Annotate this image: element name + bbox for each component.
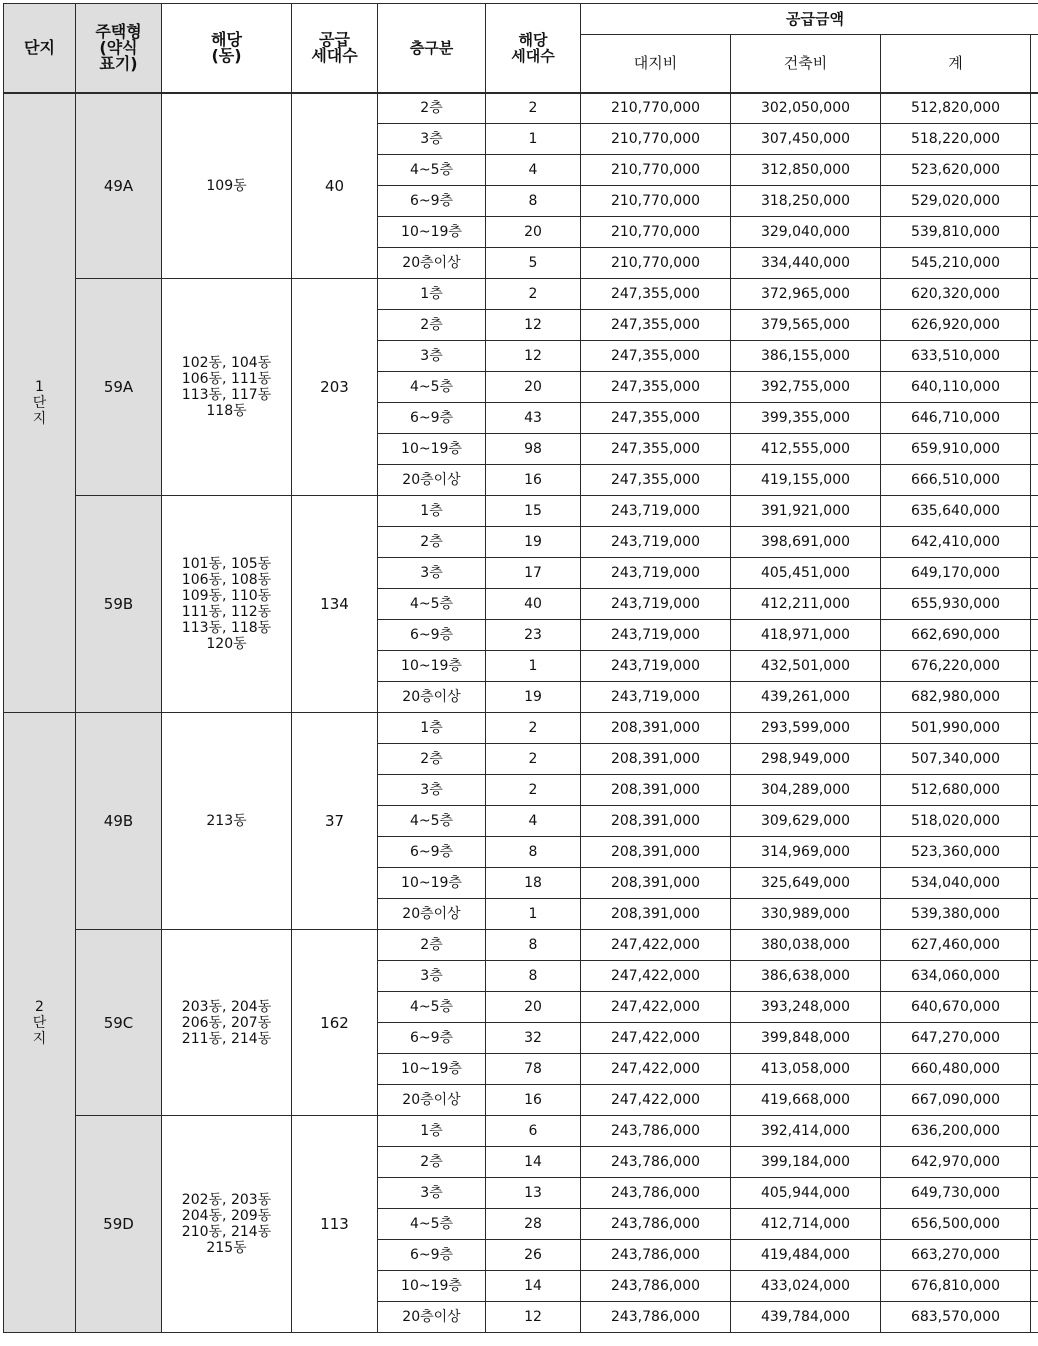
floor-range: 1층 (378, 713, 486, 744)
construction-price: 380,038,000 (731, 930, 881, 961)
total-price: 655,930,000 (881, 589, 1031, 620)
table-row (4, 1116, 1038, 1147)
construction-price: 439,261,000 (731, 682, 881, 713)
extra-cell (1031, 93, 1038, 124)
land-price: 208,391,000 (581, 806, 731, 837)
floor-range: 4~5층 (378, 589, 486, 620)
land-price: 247,355,000 (581, 403, 731, 434)
total-price: 633,510,000 (881, 341, 1031, 372)
total-price: 640,670,000 (881, 992, 1031, 1023)
land-price: 247,355,000 (581, 465, 731, 496)
construction-price: 334,440,000 (731, 248, 881, 279)
extra-cell (1031, 341, 1038, 372)
land-price: 247,355,000 (581, 341, 731, 372)
unit-count: 16 (486, 465, 581, 496)
construction-price: 432,501,000 (731, 651, 881, 682)
floor-range: 1층 (378, 1116, 486, 1147)
table-row (4, 279, 1038, 310)
unit-count: 1 (486, 899, 581, 930)
supply-count: 37 (292, 713, 378, 930)
unit-count: 78 (486, 1054, 581, 1085)
land-price: 243,786,000 (581, 1147, 731, 1178)
total-price: 627,460,000 (881, 930, 1031, 961)
total-price: 663,270,000 (881, 1240, 1031, 1271)
floor-range: 2층 (378, 1147, 486, 1178)
land-price: 210,770,000 (581, 93, 731, 124)
floor-range: 20층이상 (378, 465, 486, 496)
extra-cell (1031, 620, 1038, 651)
floor-range: 10~19층 (378, 1054, 486, 1085)
construction-price: 309,629,000 (731, 806, 881, 837)
unit-count: 18 (486, 868, 581, 899)
extra-cell (1031, 217, 1038, 248)
construction-price: 412,555,000 (731, 434, 881, 465)
land-price: 243,719,000 (581, 651, 731, 682)
land-price: 208,391,000 (581, 899, 731, 930)
total-price: 635,640,000 (881, 496, 1031, 527)
land-price: 243,719,000 (581, 589, 731, 620)
floor-range: 3층 (378, 124, 486, 155)
extra-cell (1031, 682, 1038, 713)
total-price: 620,320,000 (881, 279, 1031, 310)
floor-range: 2층 (378, 310, 486, 341)
floor-range: 10~19층 (378, 868, 486, 899)
floor-range: 4~5층 (378, 372, 486, 403)
land-price: 243,786,000 (581, 1209, 731, 1240)
header-extra (1031, 35, 1038, 93)
floor-range: 4~5층 (378, 806, 486, 837)
land-price: 243,786,000 (581, 1178, 731, 1209)
floor-range: 1층 (378, 279, 486, 310)
extra-cell (1031, 1085, 1038, 1116)
extra-cell (1031, 1147, 1038, 1178)
floor-range: 10~19층 (378, 217, 486, 248)
construction-price: 399,355,000 (731, 403, 881, 434)
header-construction: 건축비 (731, 35, 881, 93)
floor-range: 3층 (378, 961, 486, 992)
unit-count: 15 (486, 496, 581, 527)
total-price: 534,040,000 (881, 868, 1031, 899)
land-price: 243,719,000 (581, 527, 731, 558)
total-price: 683,570,000 (881, 1302, 1031, 1333)
floor-range: 6~9층 (378, 403, 486, 434)
extra-cell (1031, 1023, 1038, 1054)
unit-count: 23 (486, 620, 581, 651)
unit-count: 8 (486, 837, 581, 868)
total-price: 676,220,000 (881, 651, 1031, 682)
land-price: 247,422,000 (581, 1054, 731, 1085)
floor-range: 2층 (378, 930, 486, 961)
floor-range: 4~5층 (378, 992, 486, 1023)
total-price: 676,810,000 (881, 1271, 1031, 1302)
unit-count: 40 (486, 589, 581, 620)
house-type: 59C (76, 930, 162, 1116)
land-price: 243,719,000 (581, 558, 731, 589)
land-price: 208,391,000 (581, 744, 731, 775)
total-price: 646,710,000 (881, 403, 1031, 434)
extra-cell (1031, 558, 1038, 589)
construction-price: 379,565,000 (731, 310, 881, 341)
construction-price: 325,649,000 (731, 868, 881, 899)
unit-count: 14 (486, 1271, 581, 1302)
supply-count: 162 (292, 930, 378, 1116)
unit-count: 2 (486, 279, 581, 310)
construction-price: 405,451,000 (731, 558, 881, 589)
total-price: 656,500,000 (881, 1209, 1031, 1240)
total-price: 649,730,000 (881, 1178, 1031, 1209)
construction-price: 392,755,000 (731, 372, 881, 403)
supply-count: 40 (292, 93, 378, 279)
unit-count: 2 (486, 93, 581, 124)
total-price: 634,060,000 (881, 961, 1031, 992)
land-price: 243,719,000 (581, 496, 731, 527)
construction-price: 314,969,000 (731, 837, 881, 868)
total-price: 529,020,000 (881, 186, 1031, 217)
land-price: 208,391,000 (581, 713, 731, 744)
land-price: 247,422,000 (581, 961, 731, 992)
total-price: 642,410,000 (881, 527, 1031, 558)
extra-cell (1031, 1054, 1038, 1085)
supply-price-table (3, 3, 1038, 1333)
construction-price: 392,414,000 (731, 1116, 881, 1147)
floor-range: 6~9층 (378, 186, 486, 217)
land-price: 247,355,000 (581, 434, 731, 465)
unit-count: 16 (486, 1085, 581, 1116)
total-price: 667,090,000 (881, 1085, 1031, 1116)
construction-price: 418,971,000 (731, 620, 881, 651)
header-price-group: 공급금액 (581, 4, 1038, 35)
land-price: 208,391,000 (581, 775, 731, 806)
land-price: 247,355,000 (581, 310, 731, 341)
total-price: 512,820,000 (881, 93, 1031, 124)
land-price: 243,719,000 (581, 682, 731, 713)
header-floor: 층구분 (378, 4, 486, 93)
extra-cell (1031, 589, 1038, 620)
construction-price: 298,949,000 (731, 744, 881, 775)
total-price: 636,200,000 (881, 1116, 1031, 1147)
floor-range: 20층이상 (378, 682, 486, 713)
table-row (4, 93, 1038, 124)
construction-price: 398,691,000 (731, 527, 881, 558)
building-list: 102동, 104동 106동, 111동 113동, 117동 118동 (162, 279, 292, 496)
floor-range: 2층 (378, 744, 486, 775)
unit-count: 13 (486, 1178, 581, 1209)
unit-count: 2 (486, 744, 581, 775)
floor-range: 2층 (378, 93, 486, 124)
construction-price: 391,921,000 (731, 496, 881, 527)
unit-count: 8 (486, 961, 581, 992)
total-price: 518,220,000 (881, 124, 1031, 155)
total-price: 518,020,000 (881, 806, 1031, 837)
extra-cell (1031, 155, 1038, 186)
building-list: 109동 (162, 93, 292, 279)
land-price: 247,422,000 (581, 992, 731, 1023)
floor-range: 20층이상 (378, 899, 486, 930)
supply-count: 203 (292, 279, 378, 496)
floor-range: 4~5층 (378, 1209, 486, 1240)
floor-range: 6~9층 (378, 1023, 486, 1054)
header-land: 대지비 (581, 35, 731, 93)
floor-range: 20층이상 (378, 248, 486, 279)
extra-cell (1031, 775, 1038, 806)
building-list: 202동, 203동 204동, 209동 210동, 214동 215동 (162, 1116, 292, 1333)
extra-cell (1031, 279, 1038, 310)
total-price: 626,920,000 (881, 310, 1031, 341)
extra-cell (1031, 837, 1038, 868)
extra-cell (1031, 1302, 1038, 1333)
land-price: 208,391,000 (581, 837, 731, 868)
house-type: 59B (76, 496, 162, 713)
total-price: 660,480,000 (881, 1054, 1031, 1085)
unit-count: 28 (486, 1209, 581, 1240)
extra-cell (1031, 465, 1038, 496)
unit-count: 20 (486, 217, 581, 248)
supply-count: 113 (292, 1116, 378, 1333)
extra-cell (1031, 744, 1038, 775)
unit-count: 6 (486, 1116, 581, 1147)
land-price: 208,391,000 (581, 868, 731, 899)
total-price: 666,510,000 (881, 465, 1031, 496)
construction-price: 413,058,000 (731, 1054, 881, 1085)
complex-label: 1 단 지 (4, 93, 76, 713)
extra-cell (1031, 961, 1038, 992)
land-price: 247,422,000 (581, 930, 731, 961)
construction-price: 329,040,000 (731, 217, 881, 248)
extra-cell (1031, 248, 1038, 279)
extra-cell (1031, 1178, 1038, 1209)
floor-range: 10~19층 (378, 1271, 486, 1302)
land-price: 243,786,000 (581, 1240, 731, 1271)
land-price: 243,786,000 (581, 1302, 731, 1333)
header-type: 주택형 (약식 표기) (76, 4, 162, 93)
construction-price: 307,450,000 (731, 124, 881, 155)
land-price: 210,770,000 (581, 186, 731, 217)
total-price: 501,990,000 (881, 713, 1031, 744)
construction-price: 412,211,000 (731, 589, 881, 620)
land-price: 247,355,000 (581, 279, 731, 310)
extra-cell (1031, 1240, 1038, 1271)
extra-cell (1031, 124, 1038, 155)
building-list: 101동, 105동 106동, 108동 109동, 110동 111동, 112동 113동, 118동 120동 (162, 496, 292, 713)
unit-count: 43 (486, 403, 581, 434)
construction-price: 312,850,000 (731, 155, 881, 186)
construction-price: 433,024,000 (731, 1271, 881, 1302)
construction-price: 386,638,000 (731, 961, 881, 992)
land-price: 210,770,000 (581, 217, 731, 248)
total-price: 539,810,000 (881, 217, 1031, 248)
house-type: 49A (76, 93, 162, 279)
extra-cell (1031, 1209, 1038, 1240)
land-price: 210,770,000 (581, 248, 731, 279)
house-type: 59A (76, 279, 162, 496)
unit-count: 20 (486, 992, 581, 1023)
extra-cell (1031, 806, 1038, 837)
floor-range: 6~9층 (378, 1240, 486, 1271)
total-price: 507,340,000 (881, 744, 1031, 775)
total-price: 512,680,000 (881, 775, 1031, 806)
unit-count: 32 (486, 1023, 581, 1054)
extra-cell (1031, 899, 1038, 930)
land-price: 247,422,000 (581, 1023, 731, 1054)
construction-price: 419,668,000 (731, 1085, 881, 1116)
extra-cell (1031, 310, 1038, 341)
unit-count: 1 (486, 124, 581, 155)
construction-price: 439,784,000 (731, 1302, 881, 1333)
floor-range: 1층 (378, 496, 486, 527)
unit-count: 8 (486, 186, 581, 217)
total-price: 659,910,000 (881, 434, 1031, 465)
extra-cell (1031, 496, 1038, 527)
extra-cell (1031, 868, 1038, 899)
floor-range: 10~19층 (378, 651, 486, 682)
house-type: 49B (76, 713, 162, 930)
total-price: 545,210,000 (881, 248, 1031, 279)
complex-label: 2 단 지 (4, 713, 76, 1333)
floor-range: 20층이상 (378, 1302, 486, 1333)
building-list: 203동, 204동 206동, 207동 211동, 214동 (162, 930, 292, 1116)
construction-price: 330,989,000 (731, 899, 881, 930)
extra-cell (1031, 1271, 1038, 1302)
construction-price: 419,155,000 (731, 465, 881, 496)
total-price: 682,980,000 (881, 682, 1031, 713)
unit-count: 1 (486, 651, 581, 682)
header-complex: 단지 (4, 4, 76, 93)
construction-price: 372,965,000 (731, 279, 881, 310)
unit-count: 4 (486, 155, 581, 186)
building-list: 213동 (162, 713, 292, 930)
extra-cell (1031, 434, 1038, 465)
supply-count: 134 (292, 496, 378, 713)
unit-count: 12 (486, 310, 581, 341)
table-body (4, 93, 1038, 1333)
construction-price: 419,484,000 (731, 1240, 881, 1271)
land-price: 210,770,000 (581, 124, 731, 155)
unit-count: 5 (486, 248, 581, 279)
extra-cell (1031, 372, 1038, 403)
floor-range: 3층 (378, 1178, 486, 1209)
unit-count: 19 (486, 527, 581, 558)
table-row (4, 713, 1038, 744)
table-header (4, 4, 1038, 93)
extra-cell (1031, 403, 1038, 434)
header-total: 계 (881, 35, 1031, 93)
table-row (4, 930, 1038, 961)
total-price: 539,380,000 (881, 899, 1031, 930)
total-price: 642,970,000 (881, 1147, 1031, 1178)
construction-price: 412,714,000 (731, 1209, 881, 1240)
total-price: 649,170,000 (881, 558, 1031, 589)
unit-count: 98 (486, 434, 581, 465)
floor-range: 6~9층 (378, 620, 486, 651)
floor-range: 2층 (378, 527, 486, 558)
floor-range: 10~19층 (378, 434, 486, 465)
land-price: 243,719,000 (581, 620, 731, 651)
construction-price: 386,155,000 (731, 341, 881, 372)
extra-cell (1031, 186, 1038, 217)
extra-cell (1031, 713, 1038, 744)
construction-price: 302,050,000 (731, 93, 881, 124)
header-building: 해당 (동) (162, 4, 292, 93)
house-type: 59D (76, 1116, 162, 1333)
total-price: 523,620,000 (881, 155, 1031, 186)
construction-price: 399,184,000 (731, 1147, 881, 1178)
land-price: 210,770,000 (581, 155, 731, 186)
unit-count: 17 (486, 558, 581, 589)
floor-range: 4~5층 (378, 155, 486, 186)
construction-price: 393,248,000 (731, 992, 881, 1023)
unit-count: 8 (486, 930, 581, 961)
table-row (4, 496, 1038, 527)
header-units: 해당 세대수 (486, 4, 581, 93)
unit-count: 12 (486, 341, 581, 372)
unit-count: 12 (486, 1302, 581, 1333)
total-price: 640,110,000 (881, 372, 1031, 403)
construction-price: 405,944,000 (731, 1178, 881, 1209)
total-price: 523,360,000 (881, 837, 1031, 868)
extra-cell (1031, 1116, 1038, 1147)
extra-cell (1031, 651, 1038, 682)
land-price: 243,786,000 (581, 1271, 731, 1302)
floor-range: 6~9층 (378, 837, 486, 868)
floor-range: 3층 (378, 558, 486, 589)
total-price: 647,270,000 (881, 1023, 1031, 1054)
floor-range: 3층 (378, 775, 486, 806)
unit-count: 2 (486, 713, 581, 744)
construction-price: 399,848,000 (731, 1023, 881, 1054)
construction-price: 304,289,000 (731, 775, 881, 806)
construction-price: 293,599,000 (731, 713, 881, 744)
floor-range: 20층이상 (378, 1085, 486, 1116)
unit-count: 4 (486, 806, 581, 837)
unit-count: 26 (486, 1240, 581, 1271)
extra-cell (1031, 527, 1038, 558)
extra-cell (1031, 992, 1038, 1023)
header-supply-units: 공급 세대수 (292, 4, 378, 93)
unit-count: 14 (486, 1147, 581, 1178)
land-price: 247,422,000 (581, 1085, 731, 1116)
land-price: 247,355,000 (581, 372, 731, 403)
unit-count: 20 (486, 372, 581, 403)
total-price: 662,690,000 (881, 620, 1031, 651)
extra-cell (1031, 930, 1038, 961)
construction-price: 318,250,000 (731, 186, 881, 217)
land-price: 243,786,000 (581, 1116, 731, 1147)
floor-range: 3층 (378, 341, 486, 372)
unit-count: 19 (486, 682, 581, 713)
unit-count: 2 (486, 775, 581, 806)
